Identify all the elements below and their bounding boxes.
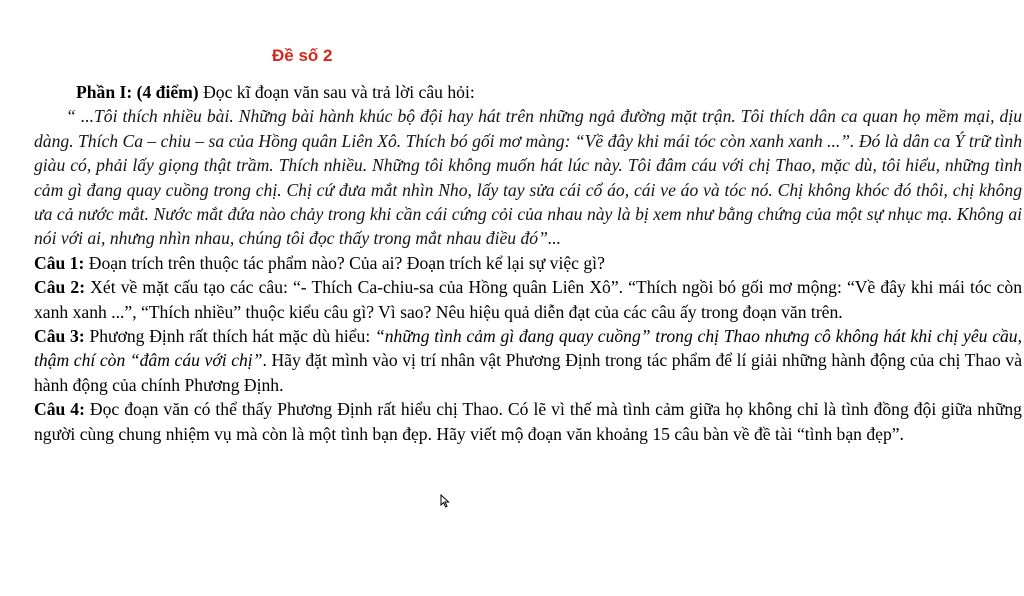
question-text: Đoạn trích trên thuộc tác phẩm nào? Của ai? Đoạn trích kể lại sự việc gì? xyxy=(84,252,605,273)
question-text: Đọc đoạn văn có thể thấy Phương Định rất hiểu chị Thao. Có lẽ vì thế mà tình cảm giữa họ không chỉ là tình đồng đội giữa những người cùng chung nhiệm vụ mà còn là một tình bạn đẹp. Hãy viết mộ đoạn văn khoảng 15 câu bàn về đề tài “tình bạn đẹp”. xyxy=(34,399,1022,444)
question-text: Xét về mặt cấu tạo các câu: “- Thích Ca-chiu-sa của Hồng quân Liên Xô”. “Thích ngồi bó gối mơ mộng: “Về đây khi mái tóc còn xanh xanh ...”, “Thích nhiều” thuộc kiểu câu gì? Vì sao? Nêu hiệu quả diễn đạt của các câu ấy trong đoạn văn trên. xyxy=(34,277,1023,322)
question-1 xyxy=(34,251,1022,275)
question-quote: “những tình cảm gì đang quay cuồng” trong chị Thao nhưng cô không hát khi chị yêu cầu, thậm chí còn “đâm cáu với chị” xyxy=(34,326,1023,371)
question-label: Câu 1: xyxy=(34,252,85,273)
question-text-continued: . Hãy đặt mình vào vị trí nhân vật Phương Định trong tác phẩm để lí giải những hành động của chị Thao và hành động của chính Phương Định. xyxy=(34,350,1023,395)
question-2 xyxy=(34,275,1022,324)
question-label: Câu 3: xyxy=(34,326,85,347)
question-label: Câu 4: xyxy=(34,399,85,420)
part-label: Phần I: (4 điểm) xyxy=(76,82,199,102)
part-instruction: Đọc kĩ đoạn văn sau và trả lời câu hỏi: xyxy=(198,82,475,102)
part-heading xyxy=(34,80,1022,104)
question-3 xyxy=(34,324,1022,397)
reading-passage: “ ...Tôi thích nhiều bài. Những bài hành khúc bộ đội hay hát trên những ngả đường mặt trận. Tôi thích dân ca quan họ mềm mại, dịu dàng. Thích Ca – chiu – sa của Hồng quân Liên Xô. Thích bó gối mơ màng: “Về đây khi mái tóc còn xanh xanh ...”. Đó là dân ca Ý trữ tình giàu có, phải lấy giọng thật trầm. Thích nhiều. Những tôi không muốn hát lúc này. Tôi đâm cáu với chị Thao, mặc dù, tôi hiểu, những tình cảm gì đang quay cuồng trong chị. Chị cứ đưa mắt nhìn Nho, lấy tay sửa cái cổ áo, cái ve áo và tóc nó. Chị không khóc đó thôi, chị không ưa cả nước mắt. Nước mắt đứa nào chảy trong khi cần cái cứng cỏi của nhau này là bị xem như bằng chứng của một sự nhục mạ. Không ai nói với ai, nhưng nhìn nhau, chúng tôi đọc thấy trong mắt nhau điều đó”... xyxy=(34,106,1022,249)
question-text: Phương Định rất thích hát mặc dù hiểu: xyxy=(84,326,375,347)
question-label: Câu 2: xyxy=(34,277,86,298)
document-body xyxy=(34,80,1022,446)
mouse-pointer-icon xyxy=(440,494,450,508)
document-title: Đề số 2 xyxy=(272,46,333,65)
question-4 xyxy=(34,397,1022,446)
